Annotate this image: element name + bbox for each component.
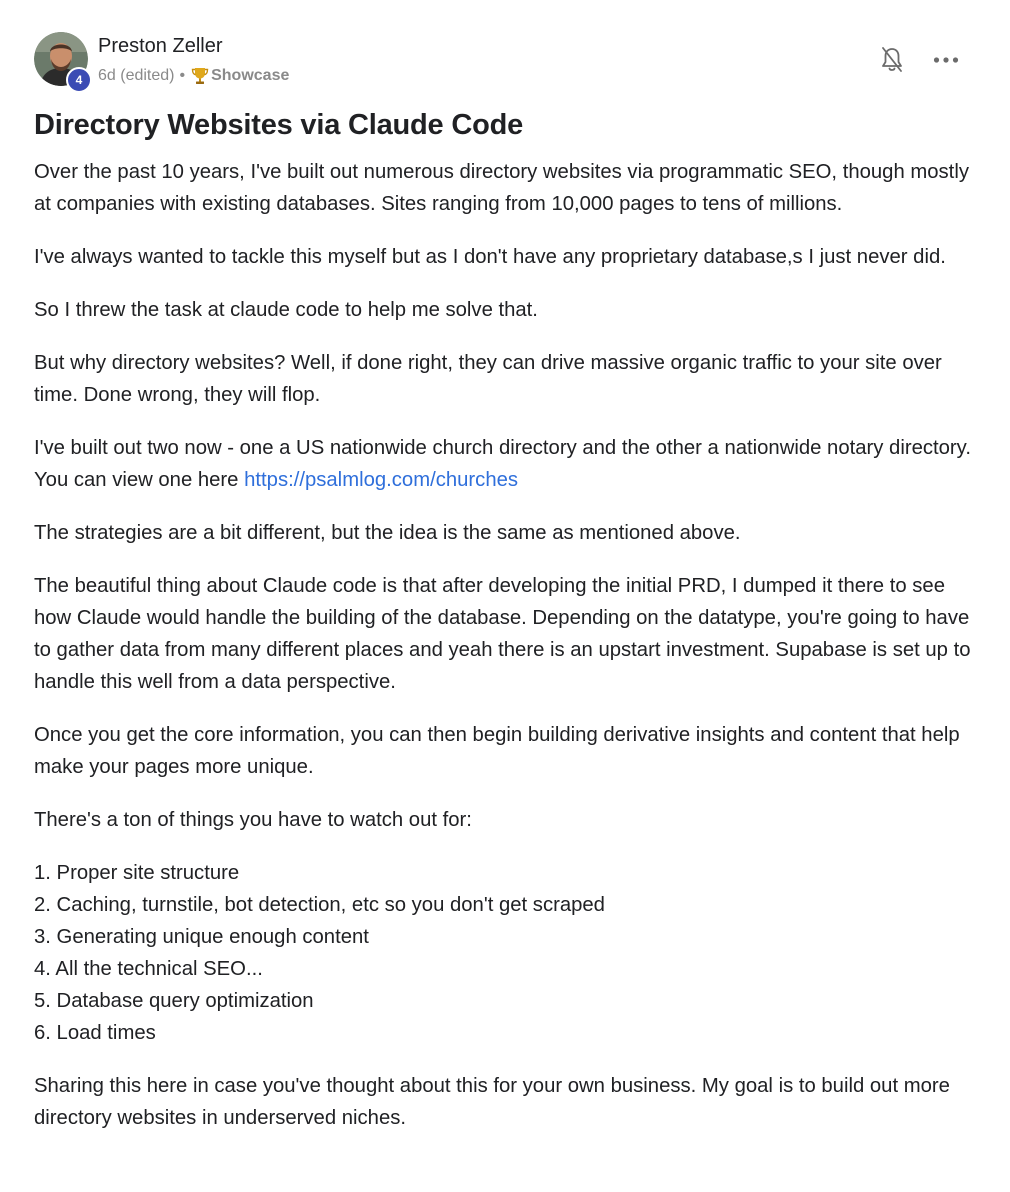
watch-out-list — [34, 857, 984, 1049]
list-item: 2. Caching, turnstile, bot detection, etc so you don't get scraped — [34, 894, 605, 916]
list-item: 4. All the technical SEO... — [34, 958, 263, 980]
paragraph: The strategies are a bit different, but the idea is the same as mentioned above. — [34, 522, 741, 544]
bell-muted-icon — [879, 46, 905, 74]
post-meta — [98, 66, 289, 86]
paragraph-with-link — [34, 432, 984, 496]
trophy-icon — [190, 66, 210, 86]
list-item: 1. Proper site structure — [34, 862, 240, 884]
author-name[interactable]: Preston Zeller — [98, 35, 223, 57]
paragraph: There's a ton of things you have to watch out for: — [34, 809, 472, 831]
paragraph: The beautiful thing about Claude code is that after developing the initial PRD, I dumped it there to see how Claude would handle the building of the database. Depending on the datatype, you're going to have to gather data from many different places and yeah there is an upstart investment. Supabase is set up to handle this well from a data perspective. — [34, 575, 971, 693]
churches-link[interactable]: https://psalmlog.com/churches — [244, 469, 519, 491]
meta-separator: • — [179, 67, 186, 84]
level-badge: 4 — [66, 67, 92, 93]
list-item: 5. Database query optimization — [34, 990, 314, 1012]
paragraph: I've always wanted to tackle this myself but as I don't have any proprietary database,s I just never did. — [34, 246, 946, 268]
list-item: 3. Generating unique enough content — [34, 926, 369, 948]
post-header — [34, 30, 984, 92]
category-label[interactable]: Showcase — [211, 67, 290, 84]
more-options-button[interactable] — [930, 44, 962, 76]
paragraph: Over the past 10 years, I've built out numerous directory websites via programmatic SEO, though mostly at companies with existing databases. Sites ranging from 10,000 pages to tens of millions. — [34, 161, 969, 215]
header-actions — [876, 44, 962, 76]
notifications-button[interactable] — [876, 44, 908, 76]
more-horizontal-icon — [933, 56, 959, 64]
paragraph: Once you get the core information, you can then begin building derivative insights and content that help make your pages more unique. — [34, 724, 960, 778]
post — [34, 30, 984, 1155]
post-body — [34, 156, 984, 1134]
paragraph-text: I've built out two now - one a US nationwide church directory and the other a nationwide notary directory. You can view one here — [34, 437, 971, 491]
paragraph: So I threw the task at claude code to help me solve that. — [34, 299, 538, 321]
post-title: Directory Websites via Claude Code — [34, 109, 524, 141]
author-avatar-wrapper[interactable] — [34, 32, 90, 88]
list-item: 6. Load times — [34, 1022, 156, 1044]
paragraph: But why directory websites? Well, if done right, they can drive massive organic traffic to your site over time. Done wrong, they will flop. — [34, 352, 942, 406]
post-time[interactable]: 6d (edited) — [98, 67, 175, 84]
paragraph: Sharing this here in case you've thought about this for your own business. My goal is to build out more directory websites in underserved niches. — [34, 1075, 950, 1129]
